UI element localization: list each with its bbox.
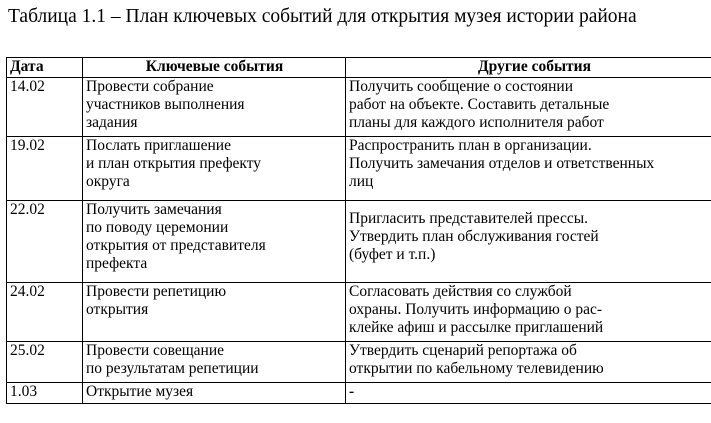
cell-line: Послать приглашение xyxy=(86,137,231,154)
date-cell: 24.02 xyxy=(7,283,83,342)
cell-line: префекта xyxy=(86,255,148,272)
key-event-cell xyxy=(83,78,346,137)
key-event-cell xyxy=(83,201,346,283)
table-caption: Таблица 1.1 – План ключевых событий для открытия музея истории района xyxy=(8,6,637,27)
cell-line: охраны. Получить информацию о рас- xyxy=(349,301,603,318)
cell-line: Получить замечания xyxy=(86,201,222,218)
header-other-events: Другие события xyxy=(346,58,711,78)
cell-line: Провести репетицию xyxy=(86,283,227,300)
cell-line: клейке афиш и рассылке приглашений xyxy=(349,319,604,336)
table-row xyxy=(7,383,711,404)
cell-line: открытии по кабельному телевидению xyxy=(349,360,604,377)
cell-line: Утвердить план обслуживания гостей xyxy=(349,228,599,245)
cell-line: участников выполнения xyxy=(86,96,245,113)
other-event-cell xyxy=(346,137,711,201)
cell-line: открытия xyxy=(86,301,149,318)
cell-line: по результатам репетиции xyxy=(86,360,259,377)
date-cell: 22.02 xyxy=(7,201,83,283)
date-cell: 19.02 xyxy=(7,137,83,201)
cell-line: лиц xyxy=(349,173,374,190)
cell-line: - xyxy=(349,383,355,400)
cell-line: Получить сообщение о состоянии xyxy=(349,78,574,95)
cell-line: планы для каждого исполнителя работ xyxy=(349,114,604,131)
date-cell: 25.02 xyxy=(7,342,83,383)
cell-line: Утвердить сценарий репортажа об xyxy=(349,342,577,359)
key-event-cell xyxy=(83,283,346,342)
events-table xyxy=(6,57,711,404)
other-event-cell xyxy=(346,383,711,404)
cell-line: (буфет и т.п.) xyxy=(349,246,436,263)
table-row xyxy=(7,283,711,342)
cell-line: Согласовать действия со службой xyxy=(349,283,572,300)
table-row xyxy=(7,201,711,283)
cell-line: и план открытия префекту xyxy=(86,155,262,172)
other-event-cell xyxy=(346,283,711,342)
cell-line: Провести собрание xyxy=(86,78,214,95)
cell-line: работ на объекте. Составить детальные xyxy=(349,96,610,113)
table-row xyxy=(7,78,711,137)
date-cell: 14.02 xyxy=(7,78,83,137)
table-row xyxy=(7,342,711,383)
header-date: Дата xyxy=(7,58,83,78)
other-event-cell xyxy=(346,78,711,137)
cell-line: Открытие музея xyxy=(86,383,194,400)
other-event-cell xyxy=(346,201,711,283)
key-event-cell xyxy=(83,137,346,201)
cell-line: Провести совещание xyxy=(86,342,225,359)
cell-line: по поводу церемонии xyxy=(86,219,229,236)
key-event-cell xyxy=(83,342,346,383)
key-event-cell xyxy=(83,383,346,404)
cell-line: Пригласить представителей прессы. xyxy=(349,210,589,227)
cell-line: открытия от представителя xyxy=(86,237,266,254)
date-cell: 1.03 xyxy=(7,383,83,404)
cell-line: Распространить план в организации. xyxy=(349,137,592,154)
cell-line: округа xyxy=(86,173,130,190)
other-event-cell xyxy=(346,342,711,383)
cell-line: Получить замечания отделов и ответственных xyxy=(349,155,655,172)
table-header-row xyxy=(7,58,711,78)
header-key-events: Ключевые события xyxy=(83,58,346,78)
cell-line: задания xyxy=(86,114,138,131)
table-row xyxy=(7,137,711,201)
